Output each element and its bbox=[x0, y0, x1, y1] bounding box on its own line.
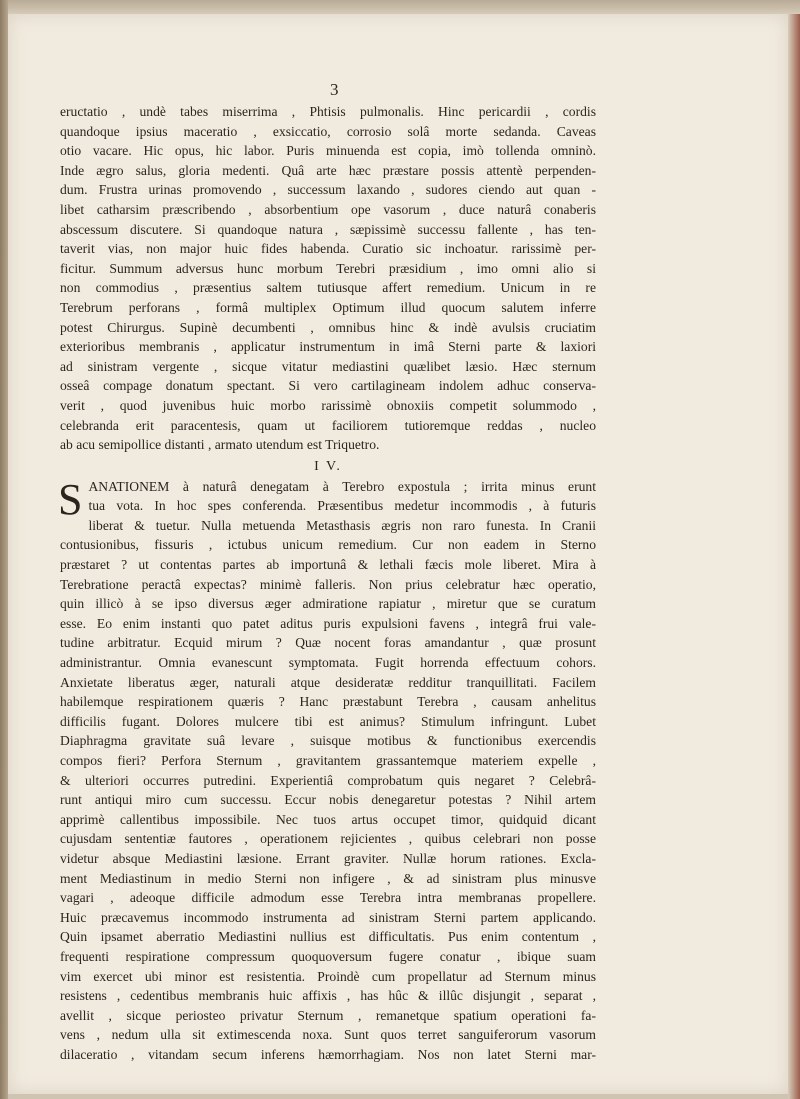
text-line: potest Chirurgus. Supinè decumbenti , omnibus hinc & indè avulsis cruciatim bbox=[60, 319, 596, 335]
section-heading: I V. bbox=[314, 458, 342, 474]
text-line: avellit , sicque periosteo privatur Sternum , remanetque spatium operationi fa- bbox=[60, 1007, 596, 1023]
paragraph-1 bbox=[60, 102, 596, 455]
text-line: ad sinistram vergente , sicque vitatur mediastini quælibet læsio. Hæc sternum bbox=[60, 358, 596, 374]
page-body bbox=[60, 102, 596, 1065]
text-line: osseâ compage donatum spectant. Si vero cartilagineam indolem adhuc conserva- bbox=[60, 378, 596, 394]
text-line: difficilis fugant. Dolores mulcere tibi est animus? Stimulum infringunt. Lubet bbox=[60, 713, 596, 729]
text-line: ficitur. Summum adversus hunc morbum Terebri præsidium , imo omni alio si bbox=[60, 260, 596, 276]
text-line: esse. Eo enim instanti quo patet aditus puris expulsioni favens , integrâ frui vale- bbox=[60, 615, 596, 631]
text-line: præstaret ? ut contentas partes ab importunâ & lethali fæcis mole liberet. Mira à bbox=[60, 557, 596, 573]
text-line: resistens , cedentibus membranis huic affixis , has hûc & illûc disjungit , separat , bbox=[60, 988, 596, 1004]
text-line: administrantur. Omnia evanescunt symptomata. Fugit horrenda effectuum cohors. bbox=[60, 655, 596, 671]
text-line: Quin ipsamet aberratio Mediastini nullius est difficultatis. Pus enim contentum , bbox=[60, 929, 596, 945]
text-line: compos fieri? Perfora Sternum , gravitantem grassantemque materiem expelle , bbox=[60, 753, 596, 768]
text-line: vim exercet ubi minor est resistentia. Proindè cum propellatur ad Sternum minus bbox=[60, 968, 596, 984]
page-number: 3 bbox=[330, 80, 339, 99]
text-line: Anxietate liberatus æger, naturali atque desideratæ redditur tranquillitati. Facilem bbox=[60, 674, 596, 690]
text-line: Terebratione peractâ expectas? minimè falleris. Non prius celebratur hæc operatio, bbox=[60, 576, 596, 592]
text-line: Huic præcavemus incommodo instrumenta ad sinistram Sterni partem applicando. bbox=[60, 909, 596, 925]
text-line: celebranda erit paracentesis, quam ut faciliorem tutioremque reddas , nucleo bbox=[60, 417, 596, 433]
text-line: non commodius , præsentius saltem tutiusque affert remedium. Unicum in re bbox=[60, 280, 596, 296]
text-line: apprimè callentibus impossibile. Nec tuos artus occupet timor, quidquid dicant bbox=[60, 811, 596, 827]
text-line: ment Mediastinum in medio Sterni non infigere , & ad sinistram plus minusve bbox=[60, 870, 596, 886]
text-line: otio vacare. Hic opus, hic labor. Puris minuenda est copia, imò tollenda omninò. bbox=[60, 143, 596, 159]
text-line: dilaceratio , vitandam secum inferens hæmorrhagiam. Nos non latet Sterni mar- bbox=[60, 1046, 596, 1062]
paragraph-2 bbox=[58, 474, 596, 1065]
text-line: vagari , adeoque difficile admodum esse Terebra intra membranas propellere. bbox=[60, 890, 596, 906]
text-line: ANATIONEM à naturâ denegatam à Terebro expostula ; irrita minus erunt bbox=[88, 478, 596, 494]
text-line: habilemque respirationem quæris ? Hanc præstabunt Terebra , causam anhelitus bbox=[60, 694, 596, 710]
text-line: & ulteriori occurres putredini. Experientiâ comprobatum quis negaret ? Celebrâ- bbox=[60, 772, 596, 788]
book-binding bbox=[0, 0, 8, 1099]
page-right-edge bbox=[788, 14, 800, 1099]
text-line: dum. Frustra urinas promovendo , successum laxando , sudores ciendo aut quan - bbox=[60, 182, 596, 198]
text-line: Diaphragma gravitate suâ levare , suisque motibus & functionibus exercendis bbox=[60, 733, 596, 749]
text-line: tudine arbitratur. Ecquid mirum ? Quæ nocent foras amandantur , quæ prosunt bbox=[60, 635, 596, 651]
text-line: vens , nedum ulla sit extimescenda noxa. Sunt quos terret sanguiferorum vasorum bbox=[60, 1027, 596, 1043]
text-line: Inde ægro salus, gloria medenti. Quâ arte hæc præstare possis attentè perpenden- bbox=[60, 162, 596, 178]
text-line: quandoque ipsius maceratio , exsiccatio, corrosio solâ morte sedanda. Caveas bbox=[60, 123, 596, 139]
text-line: tua vota. In hoc spes conferenda. Præsentibus medetur incommodis , à futuris bbox=[88, 498, 596, 514]
text-line: contusionibus, fissuris , ictubus unicum remedium. Cur non eadem in Sterno bbox=[60, 537, 596, 553]
text-line: videtur absque Mediastini læsione. Errant graviter. Nullæ horum rationes. Excla- bbox=[60, 850, 596, 866]
text-line: eructatio , undè tabes miserrima , Phtisis pulmonalis. Hinc pericardii , cordis bbox=[60, 104, 596, 119]
text-line: verit , quod juvenibus huic morbo rarissimè obnoxiis competit solummodo , bbox=[60, 397, 596, 413]
text-line: runt antiqui miro cum successu. Eccur nobis denegaretur potestas ? Nihil artem bbox=[60, 792, 596, 808]
text-line: taverit vias, non major huic fides habenda. Curatio sic inchoatur. rarissimè per- bbox=[60, 241, 596, 257]
drop-cap: S bbox=[58, 474, 83, 524]
text-line: quin illicò à se ipso diversus æger admiratione rapiatur , miretur que se curatum bbox=[60, 596, 596, 612]
text-line: liberat & tuetur. Nulla metuenda Metasthasis ægris non raro funesta. In Cranii bbox=[88, 517, 596, 533]
page-top-edge bbox=[8, 0, 800, 14]
text-line: exterioribus membranis , applicatur instrumentum in imâ Sterni parte & laxiori bbox=[60, 339, 596, 355]
text-line: Terebrum perforans , formâ multiplex Optimum illud quocum salutem inferre bbox=[60, 299, 596, 315]
text-line: cujusdam sententiæ fautores , operationem rejicientes , quibus celebrari non posse bbox=[60, 831, 596, 847]
text-line: ab acu semipollice distanti , armato utendum est Triquetro. bbox=[60, 437, 380, 453]
text-line: libet catharsim præscribendo , absorbentium ope vasorum , duce naturâ conaberis bbox=[60, 201, 596, 217]
text-line: abscessum discutere. Si quandoque natura , sæpissimè successu fallente , has ten- bbox=[60, 221, 596, 237]
text-line: frequenti respiratione compressum quoquoversum fugere conatur , ibique suam bbox=[60, 948, 596, 964]
